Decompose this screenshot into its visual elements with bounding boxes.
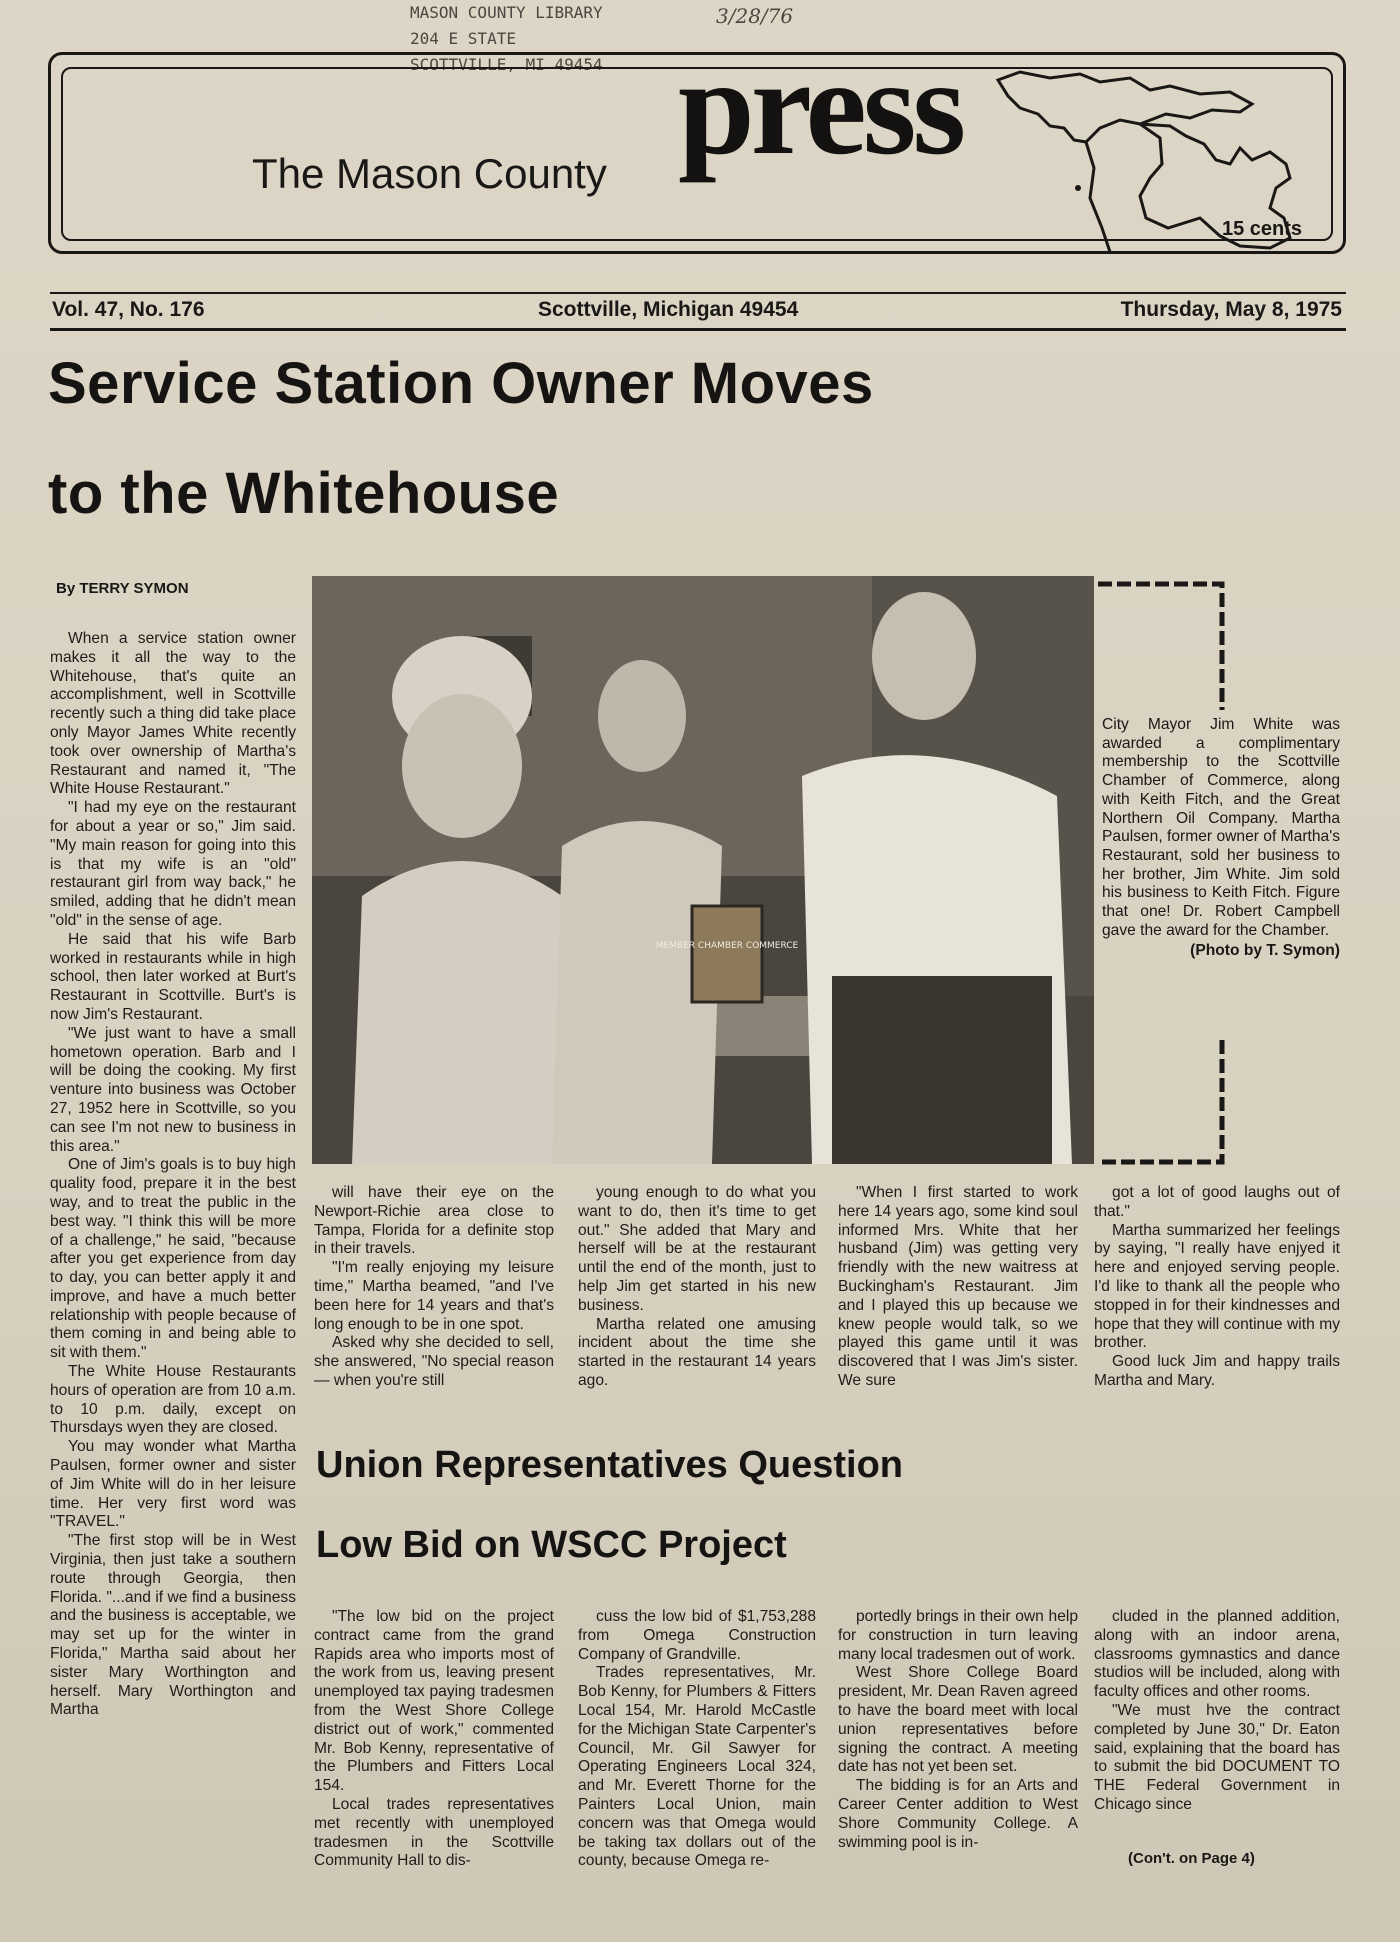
paragraph: The White House Restaurants hours of operation are from 10 a.m. to 10 p.m. daily, except on Thursdays wyen they are closed. xyxy=(50,1363,296,1437)
union-column-2 xyxy=(578,1608,816,1871)
paragraph: Martha related one amusing incident about the time she started in the restaurant 14 years ago. xyxy=(578,1315,816,1389)
paragraph: got a lot of good laughs out of that." xyxy=(1094,1184,1340,1220)
paragraph: "I'm really enjoying my leisure time," Martha beamed, "and I've been here for 14 years and that's long enough to be in one spot. xyxy=(314,1259,554,1333)
paragraph: One of Jim's goals is to buy high quality food, prepare it in the best way, and to treat the public in the best way. "I think this will be more of a challenge," he said, "because after you get experience from day to day, you can better apply it and improve, and have a much better relationship with people because of them coming in and being able to sit with them." xyxy=(50,1156,296,1362)
stamp-line-2: 204 E STATE xyxy=(410,29,516,48)
article-column-1 xyxy=(50,630,296,1720)
plaque-text: MEMBER CHAMBER COMMERCE xyxy=(655,941,799,951)
union-column-4 xyxy=(1094,1608,1340,1815)
paragraph: portedly brings in their own help for construction in turn leaving many local tradesmen out of work. xyxy=(838,1608,1078,1663)
subhead-line-2: Low Bid on WSCC Project xyxy=(316,1524,787,1566)
union-column-3 xyxy=(838,1608,1078,1852)
paragraph: "We must hve the contract completed by June 30," Dr. Eaton said, explaining that the board has to submit the bid DOCUMENT TO THE Federal Government in Chicago since xyxy=(1094,1701,1340,1813)
volume-number: Vol. 47, No. 176 xyxy=(52,298,205,321)
masthead-title-small: The Mason County xyxy=(252,150,607,197)
headline-line-1: Service Station Owner Moves xyxy=(48,351,874,416)
paragraph: will have their eye on the Newport-Richie area close to Tampa, Florida for a definite stop in their travels. xyxy=(314,1184,554,1258)
union-column-1 xyxy=(314,1608,554,1871)
article-column-5 xyxy=(1094,1184,1340,1391)
paragraph: West Shore College Board president, Mr. Dean Raven agreed to have the board meet with local union representatives before signing the contract. A meeting date has not yet been set. xyxy=(838,1664,1078,1776)
issue-date: Thursday, May 8, 1975 xyxy=(1120,298,1342,321)
stamp-date: 3/28/76 xyxy=(716,4,794,28)
byline: By TERRY SYMON xyxy=(56,580,189,597)
paragraph: Local trades representatives met recently with unemployed tradesmen in the Scottville Community Hall to dis- xyxy=(314,1795,554,1870)
paragraph: "The first stop will be in West Virginia, then just take a southern route through Georgia, then Florida. "...and if we find a business and the business is acceptable, we may set up for the winter in Florida," Martha said about her sister Mary Worthington and herself. Mary Worthington and Martha xyxy=(50,1532,296,1719)
paragraph: You may wonder what Martha Paulsen, former owner and sister of Jim White will do in her leisure time. Her very first word was "TRAVEL." xyxy=(50,1438,296,1531)
article-column-2 xyxy=(314,1184,554,1391)
paragraph: "I had my eye on the restaurant for about a year or so," Jim said. "My main reason for going into this is that my wife is an "old" restaurant girl from way back," he smiled, adding that he didn't mean "old" in the sense of age. xyxy=(50,799,296,929)
paragraph: The bidding is for an Arts and Career Center addition to West Shore Community College. A swimming pool is in- xyxy=(838,1777,1078,1851)
paragraph: Martha summarized her feelings by saying, "I really have enjyed it here and enjoyed serving people. I'd like to thank all the people who stopped in for their kindnesses and hope that they will continue with my brother. xyxy=(1094,1221,1340,1352)
paragraph: young enough to do what you want to do, then it's time to get out." She added that Mary and herself will be at the restaurant until the end of the month, just to help Jim get started in his new business. xyxy=(578,1184,816,1314)
stamp-line-3: SCOTTVILLE, MI 49454 xyxy=(410,55,603,74)
paragraph: "We just want to have a small hometown operation. Barb and I will be doing the cooking. My first venture into business was October 27, 1952 here in Scottville, so you can see I'm not new to business in this area." xyxy=(50,1024,296,1155)
article-column-4 xyxy=(838,1184,1078,1391)
stamp-line-1: MASON COUNTY LIBRARY xyxy=(410,3,603,22)
paragraph: Asked why she decided to sell, she answered, "No special reason — when you're still xyxy=(314,1334,554,1389)
paragraph: Trades representatives, Mr. Bob Kenny, for Plumbers & Fitters Local 154, Mr. Harold McCastle for the Michigan State Carpenter's Council, Mr. Gil Sawyer for Operating Engineers Local 324, and Mr. Everett Thorne for the Painters Local Union, main concern was that Omega would be taking tax dollars out of the county, because Omega re- xyxy=(578,1664,816,1870)
dateline-place: Scottville, Michigan 49454 xyxy=(538,298,799,321)
subhead-line-1: Union Representatives Question xyxy=(316,1444,904,1486)
paragraph: "When I first started to work here 14 years ago, some kind soul informed Mrs. White that her husband (Jim) was getting very friendly with the new waitress at Buckingham's Restaurant. Jim and I played this up because we knew people would talk, so we played this game until it was discovered that I was Jim's sister. We sure xyxy=(838,1184,1078,1389)
headline-line-2: to the Whitehouse xyxy=(48,461,560,526)
photo-caption xyxy=(1102,716,1340,961)
continued-note: (Con't. on Page 4) xyxy=(1128,1850,1255,1867)
paragraph: Good luck Jim and happy trails Martha and Mary. xyxy=(1094,1353,1340,1389)
article-column-3 xyxy=(578,1184,816,1391)
paragraph: He said that his wife Barb worked in restaurants while in high school, then later worked at Burt's Restaurant in Scottville. Burt's is now Jim's Restaurant. xyxy=(50,930,296,1023)
dateline-bar xyxy=(50,292,1346,331)
price-label: 15 cents xyxy=(1222,218,1303,240)
paragraph: cluded in the planned addition, along with an indoor arena, classrooms gymnastics and dance studios will be included, along with faculty offices and other rooms. xyxy=(1094,1608,1340,1701)
paragraph: cuss the low bid of $1,753,288 from Omega Construction Company of Grandville. xyxy=(578,1608,816,1663)
photo-three-people-plaque xyxy=(312,576,1094,1164)
masthead-title-press: press xyxy=(678,30,963,183)
caption-text: City Mayor Jim White was awarded a complimentary membership to the Scottville Chamber of Commerce, along with Keith Fitch, and the Great Northern Oil Company. Martha Paulsen, former owner of Martha's Restaurant, sold her business to her brother, Jim White. Jim sold his business to Keith Fitch. Figure that one! Dr. Robert Campbell gave the award for the Chamber. xyxy=(1102,716,1340,939)
paragraph: When a service station owner makes it all the way to the Whitehouse, that's quite an accomplishment, well in Scottville recently such a thing did take place only Mayor James White recently took over ownership of Martha's Restaurant and named it, "The White House Restaurant." xyxy=(50,630,296,798)
paragraph: "The low bid on the project contract came from the grand Rapids area who imports most of the work from us, leaving present unemployed tax paying tradesmen from the West Shore College district out of work," commented Mr. Bob Kenny, representative of the Plumbers and Fitters Local 154. xyxy=(314,1608,554,1795)
photo-credit: (Photo by T. Symon) xyxy=(1190,942,1340,960)
